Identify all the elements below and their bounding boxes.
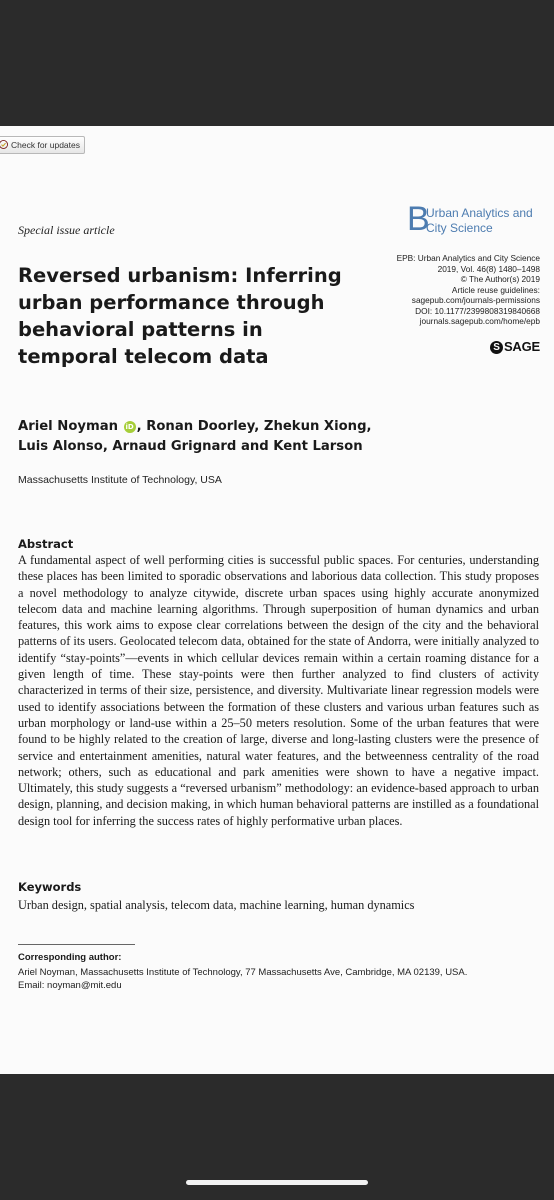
- journal-name-line1: Urban Analytics and: [426, 206, 533, 220]
- corresponding-author-address: Ariel Noyman, Massachusetts Institute of Technology, 77 Massachusetts Ave, Cambridge, MA 02139, USA.: [18, 967, 468, 978]
- sage-name: SAGE: [503, 339, 540, 354]
- top-dark-bar: [0, 0, 554, 126]
- corresponding-author-heading: Corresponding author:: [18, 952, 122, 963]
- corresponding-author-email[interactable]: Email: noyman@mit.edu: [18, 980, 122, 991]
- article-title: Reversed urbanism: Inferring urban performance through behavioral patterns in temporal telecom data: [18, 264, 342, 368]
- journal-logo: [407, 200, 547, 240]
- journal-name-line2: City Science: [426, 221, 493, 235]
- footnote-divider: [18, 944, 135, 945]
- author-first: Ariel Noyman: [18, 419, 119, 434]
- meta-copyright: © The Author(s) 2019: [460, 274, 540, 284]
- author-others: , Ronan Doorley, Zhekun Xiong, Luis Alonso, Arnaud Grignard and Kent Larson: [18, 419, 372, 454]
- special-issue-label: Special issue article: [18, 223, 115, 237]
- check-for-updates-button[interactable]: [0, 136, 85, 154]
- sage-logo: [490, 339, 540, 354]
- keywords-heading: Keywords: [18, 880, 82, 894]
- journal-logo-letter: B: [407, 200, 430, 238]
- check-updates-label: Check for updates: [11, 140, 80, 150]
- keywords-text: Urban design, spatial analysis, telecom data, machine learning, human dynamics: [18, 898, 415, 912]
- article-page: [0, 126, 554, 1074]
- meta-reuse-label: Article reuse guidelines:: [451, 284, 540, 295]
- orcid-icon[interactable]: iD: [125, 423, 134, 431]
- article-metadata: [360, 253, 540, 327]
- author-list: [18, 417, 378, 457]
- meta-journal: EPB: Urban Analytics and City Science: [396, 253, 540, 263]
- sage-mark-icon: S: [490, 341, 503, 354]
- abstract-text: A fundamental aspect of well performing cities is successful public spaces. For centuries, understanding these places has been limited to sporadic observations and laborious data collection. This study proposes a novel methodology to analyze citywide, discrete urban spaces using highly accurate anonymized telecom data and machine learning algorithms. Through superposition of human dynamics and urban features, this work aims to expose clear correlations between the design of the city and the behavioral patterns of its users. Geolocated telecom data, obtained for the state of Andorra, were initially analyzed to identify “stay-points”—events in which cellular devices remain within a certain roaming distance for a given length of time. These stay-points were then further analyzed to find clusters of activity characterized in terms of their size, persistence, and diversity. Multivariate linear regression models were used to identify associations between the formation of these clusters and various urban features such as urban morphology or land-use within a 25–50 meters resolution. Some of the urban features that were found to be highly related to the creation of large, diverse and long-lasting clusters were the presence of service and entertainment amenities, natural water features, and the betweenness centrality of the road network; others, such as educational and park amenities were shown to have a negative impact. Ultimately, this study suggests a “reversed urbanism” methodology: an evidence-based approach to urban design, planning, and decision making, in which human behavioral patterns are instilled as a foundational design tool for inferring the success rates of highly performative urban places.: [18, 553, 539, 828]
- meta-journal-link[interactable]: journals.sagepub.com/home/epb: [419, 316, 540, 326]
- affiliation: Massachusetts Institute of Technology, USA: [18, 474, 222, 486]
- meta-volume: 2019, Vol. 46(8) 1480–1498: [437, 263, 540, 274]
- home-indicator[interactable]: [186, 1180, 368, 1185]
- abstract-heading: Abstract: [18, 537, 74, 551]
- meta-doi[interactable]: DOI: 10.1177/2399808319840668: [415, 305, 540, 316]
- check-updates-icon: [0, 140, 8, 149]
- meta-permissions-link[interactable]: sagepub.com/journals-permissions: [411, 295, 540, 305]
